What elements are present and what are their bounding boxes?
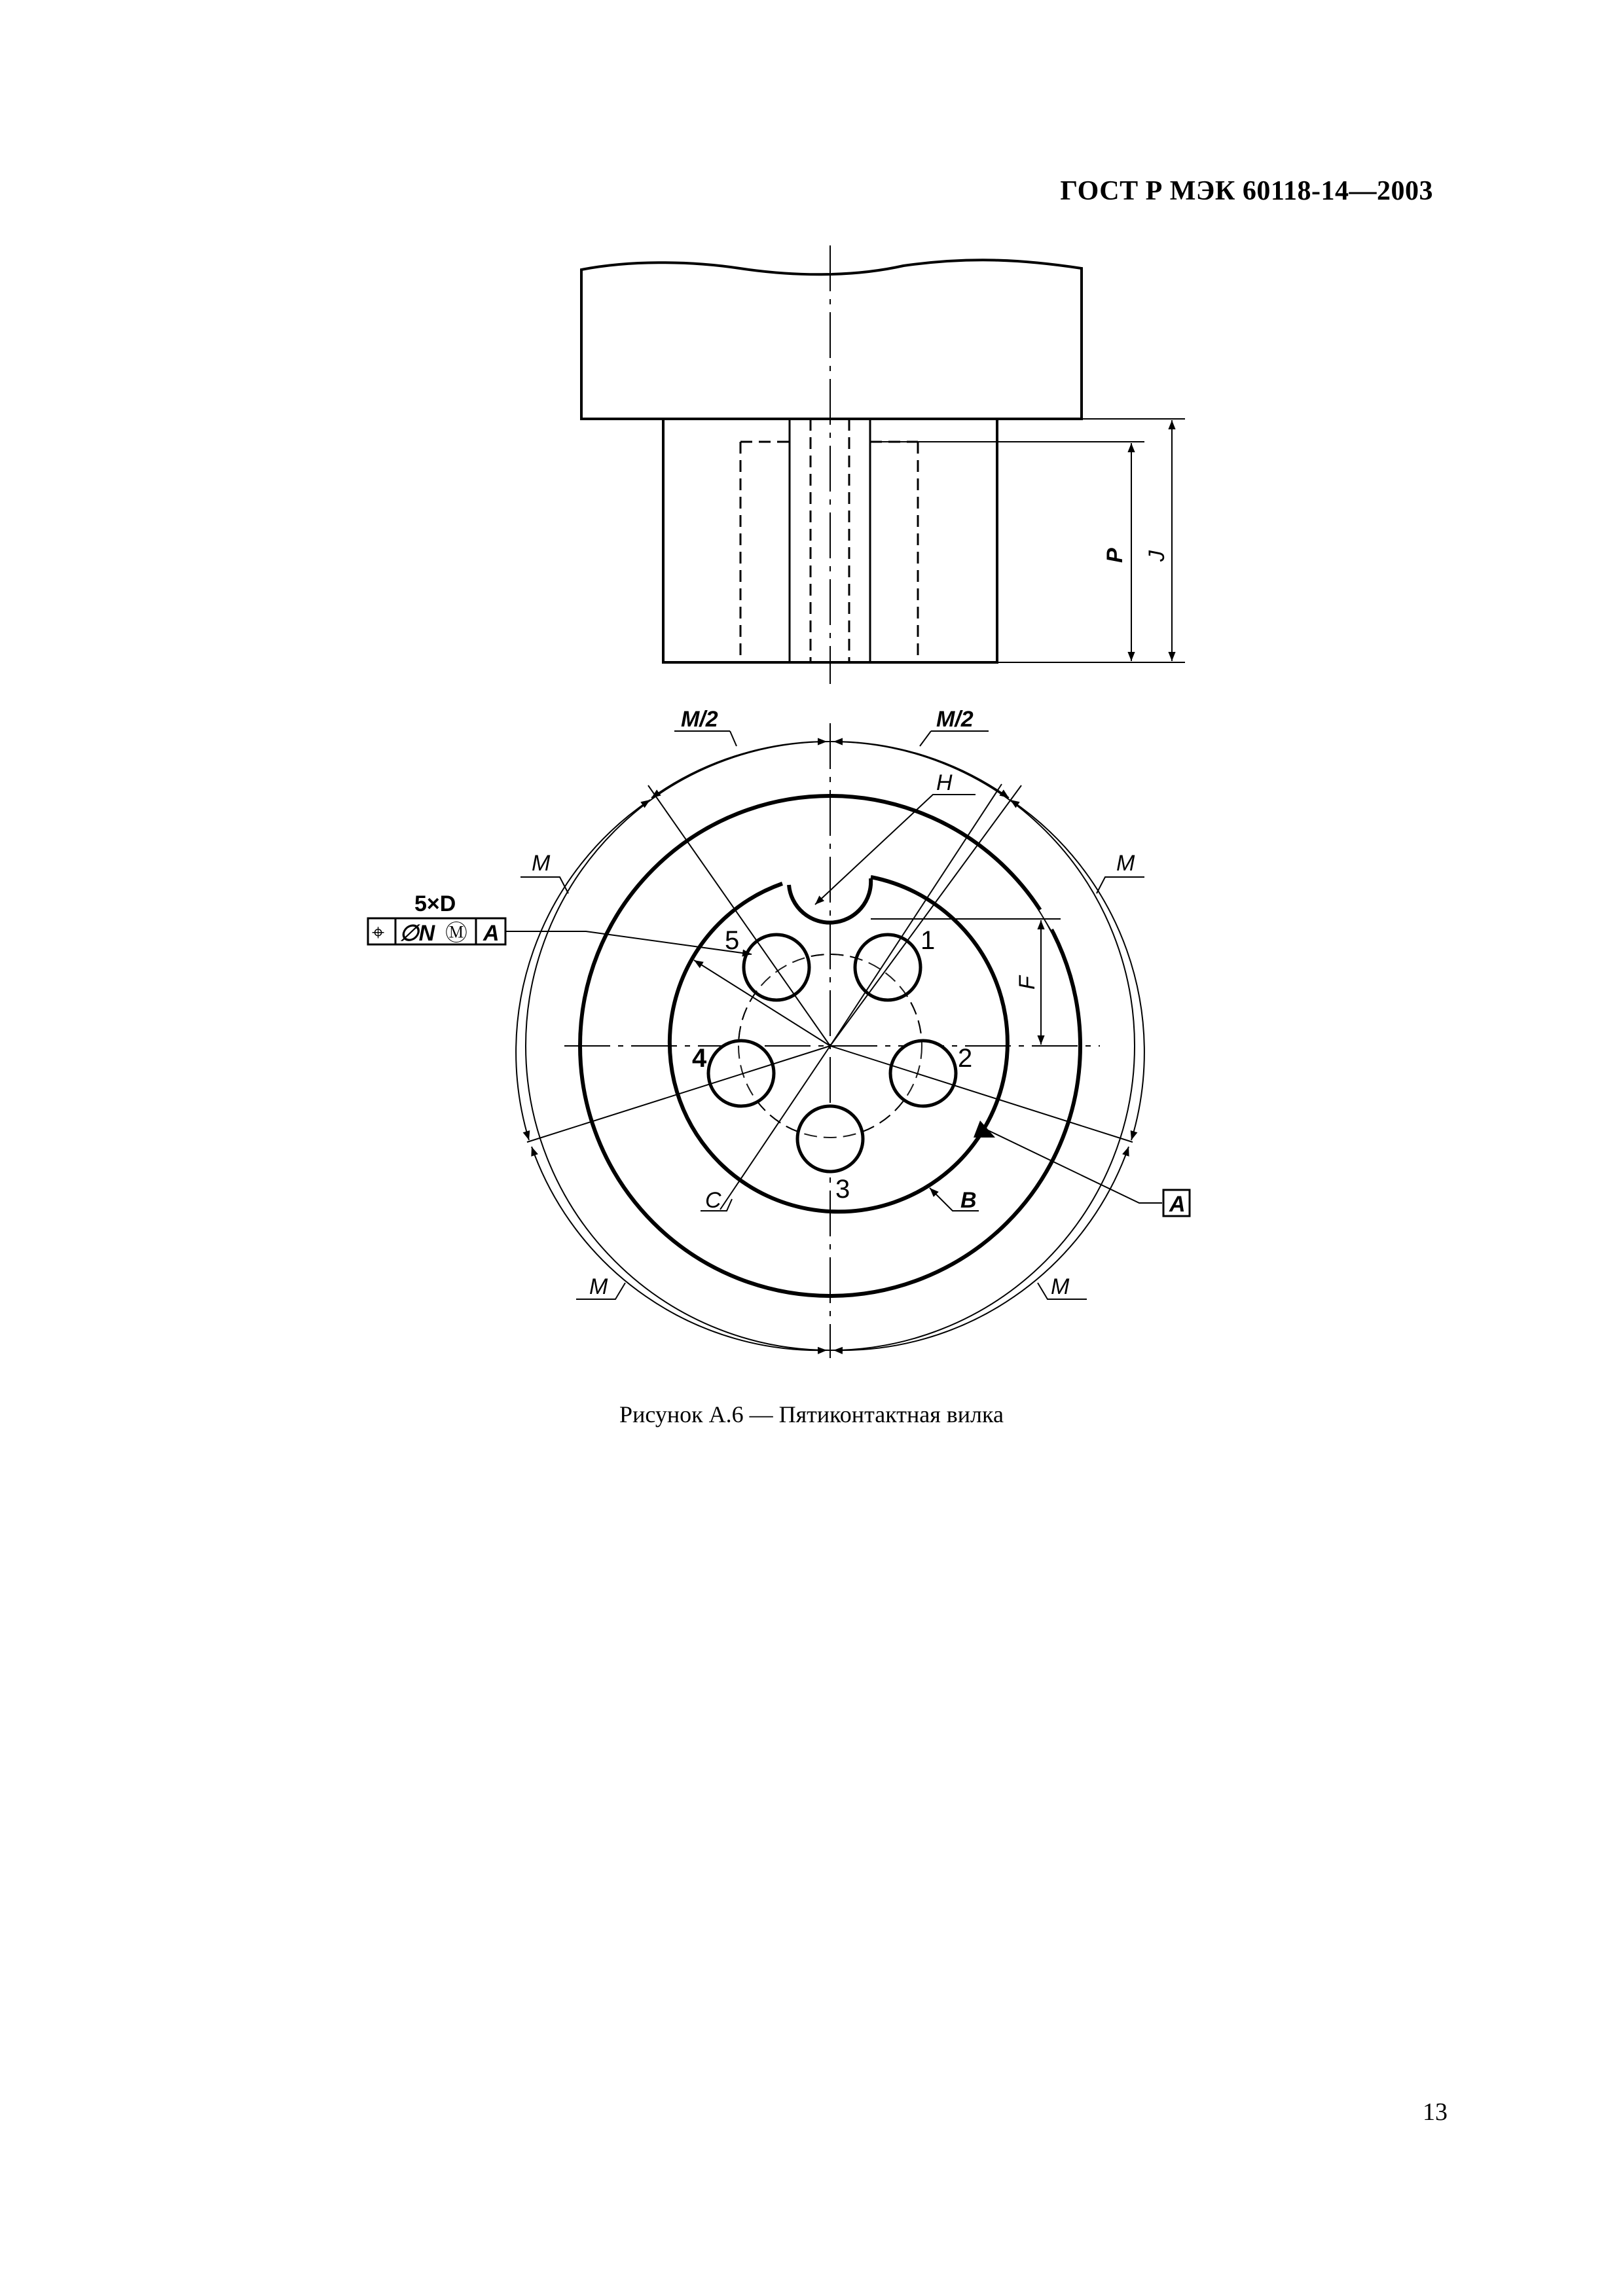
fcf-position-symbol: ⌖	[372, 920, 385, 945]
label-p: P	[1103, 548, 1127, 563]
label-5xd: 5×D	[414, 891, 456, 916]
pin-4	[708, 1041, 774, 1106]
label-f: F	[1015, 976, 1040, 990]
fcf-modifier: Ⓜ	[445, 921, 467, 946]
label-m-right: M	[1116, 851, 1135, 876]
page-number: 13	[1423, 2098, 1448, 2126]
pin-2	[890, 1041, 956, 1106]
label-m-half-right: M/2	[936, 707, 974, 732]
pin-5	[744, 935, 809, 1000]
label-h: H	[936, 770, 953, 795]
front-view	[368, 707, 1190, 1358]
fcf-datum: A	[483, 921, 500, 946]
side-view	[581, 245, 1185, 684]
datum-triangle	[974, 1121, 995, 1138]
pin-number-5: 5	[725, 926, 740, 955]
label-b: B	[960, 1188, 977, 1213]
standard-header: ГОСТ Р МЭК 60118-14—2003	[1060, 176, 1433, 206]
top-block	[581, 260, 1082, 419]
label-c: C	[705, 1188, 721, 1213]
pin-number-1: 1	[921, 926, 936, 955]
figure-caption: Рисунок А.6 — Пятиконтактная вилка	[619, 1401, 1004, 1427]
fcf-tolerance: ∅N	[399, 921, 435, 946]
pin-3	[797, 1106, 863, 1172]
label-m-bottom-right: M	[1051, 1274, 1070, 1299]
label-m-half-left: M/2	[681, 707, 718, 732]
label-datum-a: A	[1169, 1192, 1186, 1217]
label-j: J	[1144, 550, 1169, 562]
label-m-bottom-left: M	[589, 1274, 608, 1299]
pin-number-2: 2	[958, 1044, 973, 1073]
pin-number-4: 4	[692, 1044, 707, 1073]
pin-number-3: 3	[835, 1175, 850, 1204]
label-m-left: M	[532, 851, 551, 876]
